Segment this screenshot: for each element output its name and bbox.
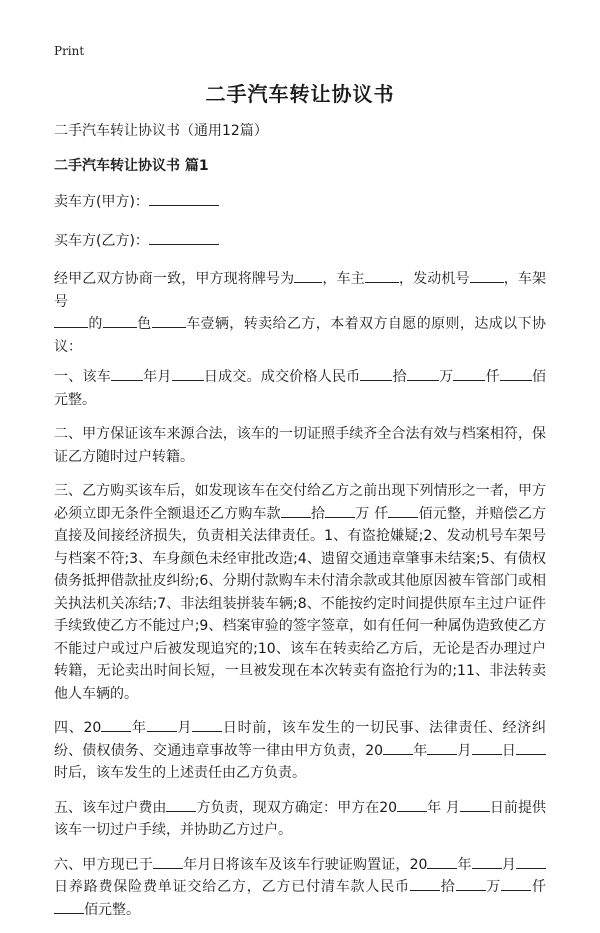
print-label[interactable]: Print	[54, 44, 85, 58]
blank	[166, 797, 196, 812]
clause-4	[54, 717, 546, 785]
blank	[360, 366, 392, 381]
clause-text: 六、甲方现已于	[54, 856, 154, 873]
document-subtitle: 二手汽车转让协议书（通用12篇）	[54, 123, 268, 139]
clause-text: 万 仟	[355, 505, 389, 522]
clause-text: 拾	[392, 369, 407, 385]
buyer-label: 买车方(乙方)：	[54, 232, 149, 249]
intro-text: 车壹辆，转卖给乙方，本着双方自愿的原则，达成以下协议：	[54, 316, 546, 355]
section-heading: 二手汽车转让协议书 篇1	[54, 157, 209, 174]
clause-2: 二、甲方保证该车来源合法，该车的一切证照手续齐全合法有效与档案相符，保证乙方随时过户转籍。	[54, 426, 546, 465]
intro-text: ，车主	[322, 271, 365, 287]
clause-text: 时后，该车发生的上述责任由乙方负责。	[54, 765, 306, 781]
blank	[427, 740, 457, 755]
blank	[111, 366, 143, 381]
clause-text: 万	[485, 879, 502, 895]
blank	[365, 268, 399, 283]
blank	[427, 854, 457, 869]
blank	[192, 717, 222, 732]
clause-text: 三、乙方购买该车后，如发现该车在交付给乙方之前出现下列情形之一者，甲方必须立即无条件全额退还乙方购车款	[54, 483, 546, 522]
clause-text: 月	[501, 856, 517, 873]
intro-paragraph	[54, 268, 546, 358]
clause-text: 方负责，现双方确定：甲方在20	[196, 799, 398, 816]
clause-text: 年	[457, 856, 472, 873]
blank	[472, 740, 502, 755]
blank	[470, 268, 504, 283]
clause-text: 拾	[439, 879, 456, 895]
blank	[153, 854, 183, 869]
blank	[516, 740, 546, 755]
buyer-blank	[149, 230, 219, 245]
clause-5	[54, 797, 546, 842]
clause-text: 四、20	[54, 720, 102, 736]
clause-3	[54, 480, 546, 705]
clause-text: 年月日将该车及该车行驶证购置证，20	[183, 856, 428, 873]
clause-6	[54, 854, 546, 922]
clause-text: 日	[501, 742, 517, 759]
clause-text: 仟	[531, 879, 547, 895]
blank	[172, 366, 204, 381]
blank	[407, 366, 439, 381]
clause-text: 月	[457, 742, 472, 759]
blank	[281, 503, 311, 518]
seller-field	[54, 191, 546, 214]
clause-text: 日时前，该车发生的一切民事、法律责任、经济纠纷、债权债务、交通违章事故等一律由甲方负责，20	[54, 720, 547, 759]
blank	[516, 854, 546, 869]
document-title: 二手汽车转让协议书	[205, 82, 395, 106]
blank	[54, 313, 88, 328]
blank	[294, 268, 322, 283]
buyer-field	[54, 230, 546, 253]
blank	[456, 876, 486, 891]
blank	[152, 313, 186, 328]
blank	[103, 313, 137, 328]
clause-text: 年月	[142, 369, 172, 385]
blank	[500, 366, 532, 381]
intro-text: 经甲乙双方协商一致，甲方现将牌号为	[54, 271, 295, 287]
intro-text: ，车架号	[54, 271, 547, 310]
clause-text: 年 月	[427, 799, 460, 816]
intro-text: ，发动机号	[398, 271, 470, 287]
clause-1	[54, 366, 546, 411]
clause-text: 月	[176, 720, 193, 736]
blank	[453, 366, 485, 381]
blank	[460, 797, 490, 812]
blank	[383, 740, 413, 755]
document-body	[54, 120, 546, 933]
intro-text: 色	[136, 316, 152, 332]
blank	[388, 503, 418, 518]
clause-text: 五、该车过户费由	[54, 799, 167, 816]
clause-text: 仟	[485, 369, 500, 385]
blank	[147, 717, 177, 732]
clause-text: 日养路费保险费单证交给乙方，乙方已付清车款人民币	[54, 879, 410, 895]
clause-text: 万	[438, 369, 454, 385]
blank	[397, 797, 427, 812]
clause-text: 年	[131, 720, 147, 736]
clause-text: 日前提供该车一切过户手续，并协助乙方过户。	[54, 799, 547, 838]
blank	[325, 503, 355, 518]
clause-text: 拾	[310, 505, 326, 522]
blank	[101, 717, 131, 732]
clause-text: 一、该车	[54, 369, 111, 385]
clause-text: 佰元整。	[84, 901, 140, 918]
clause-text: 佰元整。	[54, 369, 547, 408]
clause-text: 佰元整，并赔偿乙方直接及间接经济损失，负责相关法律责任。1、有盗抢嫌疑;2、发动机号车架号与档案不符;3、车身颜色未经审批改造;4、遗留交通违章肇事未结案;5、有债权债务抵押借款扯皮纠纷;6、分期付款购车未付清余款或其他原因被车管部门或相关执法机关冻结;7、非法组装拼装车辆;8、不能按约定时间提供原车主过户证件手续致使乙方不能过户;9、档案审验的签字签章，如有任何一种属伪造致使乙方不能过户或过户后被发现追究的;10、该车在转卖给乙方后，无论是否办理过户转籍，无论卖出时间长短，一旦被发现在本次转卖有盗抢行为的;11、非法转卖他人车辆的。	[54, 505, 547, 702]
intro-text: 的	[88, 316, 103, 332]
blank	[410, 876, 440, 891]
blank	[54, 899, 84, 914]
clause-text: 年	[413, 742, 428, 759]
seller-label: 卖车方(甲方)：	[54, 194, 149, 210]
clause-text: 日成交。成交价格人民币	[203, 369, 361, 385]
blank	[501, 876, 531, 891]
blank	[472, 854, 502, 869]
seller-blank	[149, 191, 219, 206]
